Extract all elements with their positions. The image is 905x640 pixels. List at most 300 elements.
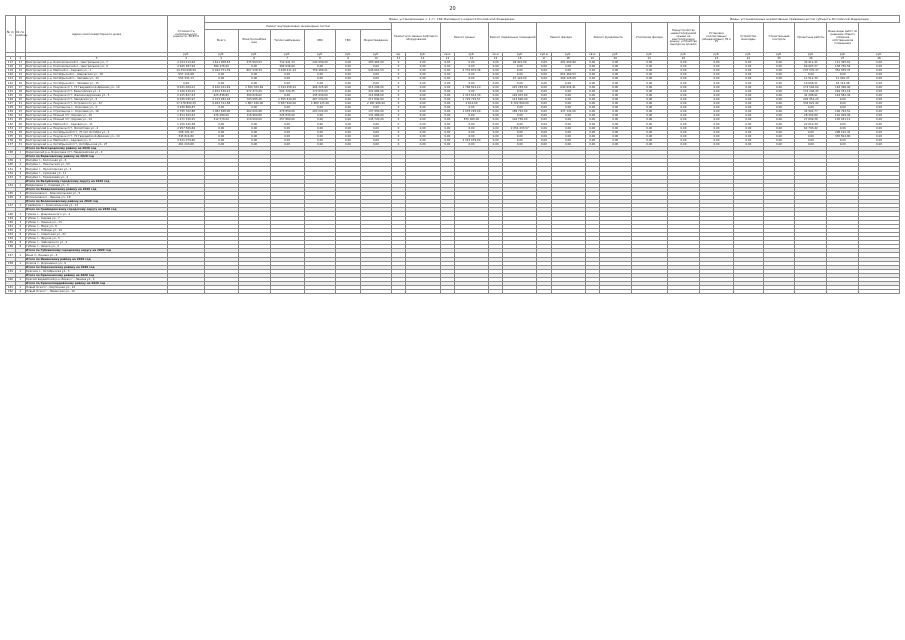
row-index-cell: 156: [6, 245, 16, 249]
value-cell: 0: [392, 73, 405, 77]
address-cell: Грайворон г., Комсомольская ул., 12: [25, 204, 168, 208]
address-cell: Белгородский р-н, Разумное пгт, Железнодорожная ул., 5: [25, 93, 168, 97]
address-cell: Белгородский р-н, Майский п., Садовая ул., 11: [25, 122, 168, 126]
value-cell: 0,00: [699, 118, 733, 122]
value-cell: 0,00: [440, 97, 454, 101]
column-number-cell: 1: [6, 57, 16, 61]
value-cell: 0,00: [631, 126, 667, 130]
value-cell: 0,00: [360, 77, 392, 81]
value-cell: 0,00: [488, 69, 502, 73]
value-cell: 0,00: [488, 97, 502, 101]
value-cell: 345 814,80: [168, 134, 204, 138]
value-cell: 0,00: [631, 85, 667, 89]
value-cell: 0,00: [405, 118, 440, 122]
value-cell: 712 441,73: [270, 61, 304, 65]
row-district-index-cell: 3: [15, 220, 25, 224]
value-cell: [454, 290, 488, 294]
row-index-cell: 141: [6, 167, 16, 171]
value-cell: 0,00: [763, 77, 795, 81]
value-cell: 0,00: [238, 77, 270, 81]
value-cell: 0,00: [405, 65, 440, 69]
value-cell: 0,00: [859, 130, 900, 134]
value-cell: 0,00: [440, 61, 454, 65]
value-cell: 0,00: [667, 138, 699, 142]
value-cell: 0,00: [585, 122, 599, 126]
value-cell: 1 723 282,18: [204, 97, 238, 101]
value-cell: 0,00: [336, 61, 360, 65]
row-district-index-cell: 2: [15, 216, 25, 220]
row-district-index-cell: 31: [15, 142, 25, 146]
value-cell: 0,00: [631, 106, 667, 110]
row-index-cell: 162: [6, 290, 16, 294]
value-cell: 0,00: [503, 142, 537, 146]
value-cell: 0,00: [551, 106, 585, 110]
value-cell: 0,00: [336, 122, 360, 126]
unit-cell: кв.м: [488, 53, 502, 57]
value-cell: [440, 290, 454, 294]
value-cell: 0,00: [763, 110, 795, 114]
value-cell: 0,00: [503, 122, 537, 126]
value-cell: 0,00: [440, 106, 454, 110]
value-cell: 2 454 536,21: [204, 89, 238, 93]
value-cell: 0,00: [488, 101, 502, 105]
value-cell: 208 191,41: [827, 130, 859, 134]
value-cell: 0,00: [667, 126, 699, 130]
value-cell: 0,00: [488, 122, 502, 126]
value-cell: 0,00: [405, 73, 440, 77]
value-cell: 0: [392, 126, 405, 130]
value-cell: [168, 290, 204, 294]
address-cell: Новый Оскол г., Ливенская ул., 10: [25, 290, 168, 294]
address-cell: Вейделевка п., Садовая ул., 3: [25, 183, 168, 187]
subtotal-label: Итого по Борисовскому району на 2020 год: [25, 155, 168, 159]
value-cell: 0,00: [585, 69, 599, 73]
column-number-cell: 19: [585, 57, 599, 61]
value-cell: 267 230,00: [304, 97, 336, 101]
unit-cell: кв.м: [585, 53, 599, 57]
value-cell: 0,00: [585, 77, 599, 81]
row-index-cell: 132: [6, 122, 16, 126]
value-cell: 0,00: [537, 138, 551, 142]
value-cell: 0,00: [551, 134, 585, 138]
value-cell: 0,00: [667, 114, 699, 118]
value-cell: 0,00: [440, 142, 454, 146]
value-cell: 0,00: [599, 118, 631, 122]
value-cell: 0,00: [795, 138, 827, 142]
value-cell: 0,00: [336, 130, 360, 134]
row-district-index-cell: 1: [15, 212, 25, 216]
row-district-index-cell: 16: [15, 81, 25, 85]
value-cell: 0,00: [667, 110, 699, 114]
table-row: [6, 290, 900, 294]
value-cell: 0: [392, 110, 405, 114]
value-cell: 0,00: [488, 61, 502, 65]
row-index-cell: 129: [6, 110, 16, 114]
value-cell: 0,00: [585, 110, 599, 114]
value-cell: 651 460,53: [551, 73, 585, 77]
unit-cell: руб.: [454, 53, 488, 57]
value-cell: 0,00: [336, 126, 360, 130]
value-cell: 9 264 741,58: [204, 101, 238, 105]
value-cell: 172 592,64: [795, 85, 827, 89]
row-district-index-cell: 1: [15, 286, 25, 290]
value-cell: [599, 290, 631, 294]
value-cell: 0,00: [763, 69, 795, 73]
value-cell: 0,00: [599, 114, 631, 118]
value-cell: [827, 290, 859, 294]
value-cell: 0,00: [405, 89, 440, 93]
column-number-cell: 11: [392, 57, 405, 61]
value-cell: 0,00: [336, 73, 360, 77]
value-cell: 0,00: [503, 69, 537, 73]
header-cell: Строительный контроль: [763, 23, 795, 53]
value-cell: 0,00: [667, 65, 699, 69]
value-cell: 0,00: [733, 130, 763, 134]
value-cell: 0,00: [599, 142, 631, 146]
value-cell: 0,00: [699, 85, 733, 89]
repair-cost-table: [5, 15, 900, 294]
value-cell: 0,00: [405, 114, 440, 118]
value-cell: [733, 290, 763, 294]
value-cell: 22 012,39: [795, 122, 827, 126]
value-cell: 437 141,00: [551, 110, 585, 114]
header-cell: ГВС: [336, 30, 360, 53]
value-cell: 0,00: [551, 126, 585, 130]
value-cell: 0,00: [336, 138, 360, 142]
value-cell: 0,00: [631, 142, 667, 146]
value-cell: 759 489,21: [304, 69, 336, 73]
value-cell: [795, 290, 827, 294]
value-cell: 0,00: [488, 142, 502, 146]
value-cell: 0,00: [440, 110, 454, 114]
value-cell: 0,00: [488, 114, 502, 118]
value-cell: 0,00: [454, 134, 488, 138]
value-cell: 0,00: [631, 110, 667, 114]
value-cell: 110 000,00: [238, 118, 270, 122]
value-cell: 0,00: [795, 106, 827, 110]
value-cell: 0,00: [585, 89, 599, 93]
value-cell: 0,00: [360, 138, 392, 142]
value-cell: 0,00: [537, 61, 551, 65]
row-district-index-cell: 14: [15, 73, 25, 77]
value-cell: 0,00: [488, 134, 502, 138]
value-cell: 189 710,00: [503, 110, 537, 114]
value-cell: 0,00: [168, 81, 204, 85]
value-cell: 1 078 225,00: [454, 110, 488, 114]
value-cell: 0,00: [859, 134, 900, 138]
value-cell: 0,00: [503, 73, 537, 77]
value-cell: 0,00: [599, 138, 631, 142]
address-cell: Белгородский р-н, Разумное пгт, Заводская ул., 4: [25, 97, 168, 101]
value-cell: 135 930,00: [304, 93, 336, 97]
value-cell: 0,00: [551, 65, 585, 69]
value-cell: 0,00: [440, 65, 454, 69]
subtotal-label: Итого по Белгородскому району на 2020 год: [25, 146, 168, 150]
value-cell: 129 907,00: [503, 93, 537, 97]
unit-cell: руб.: [733, 53, 763, 57]
value-cell: [699, 290, 733, 294]
header-group-right: Виды, установленные нормативным правовым актом субъекта Российской Федерации: [699, 16, 899, 23]
value-cell: 0,00: [667, 89, 699, 93]
value-cell: 0,00: [763, 93, 795, 97]
value-cell: 27 699,36: [795, 118, 827, 122]
value-cell: 0,00: [859, 69, 900, 73]
value-cell: 28 302,89: [795, 114, 827, 118]
value-cell: 0,00: [667, 130, 699, 134]
value-cell: 0,00: [405, 85, 440, 89]
value-cell: 1 807 240,00: [238, 101, 270, 105]
value-cell: 0,00: [405, 122, 440, 126]
row-district-index-cell: 15: [15, 77, 25, 81]
value-cell: 0,00: [763, 89, 795, 93]
value-cell: [304, 290, 336, 294]
value-cell: 0,00: [631, 89, 667, 93]
value-cell: 0,00: [667, 122, 699, 126]
value-cell: 0,00: [405, 106, 440, 110]
row-district-index-cell: 2: [15, 290, 25, 294]
row-index-cell: 157: [6, 253, 16, 257]
value-cell: 0,00: [336, 97, 360, 101]
row-index-cell: 122: [6, 81, 16, 85]
value-cell: 0,00: [304, 81, 336, 85]
value-cell: 0,00: [733, 142, 763, 146]
address-cell: Белгородский р-н, Октябрьский пгт, Октябрьская ул., 27: [25, 142, 168, 146]
value-cell: 915 296,00: [360, 85, 392, 89]
value-cell: 640 934,41: [551, 85, 585, 89]
column-number-cell: 18: [551, 57, 585, 61]
row-index-cell: 152: [6, 228, 16, 232]
value-cell: 0,00: [859, 118, 900, 122]
address-cell: Губкин г., Ленина ул., 13: [25, 220, 168, 224]
value-cell: [360, 290, 392, 294]
value-cell: 4 315 079,00: [454, 138, 488, 142]
subtotal-label: Итого по Волоконовскому району на 2020 год: [25, 200, 168, 204]
value-cell: 0,00: [488, 110, 502, 114]
value-cell: 0,00: [827, 97, 859, 101]
value-cell: 3 106 230,02: [168, 89, 204, 93]
value-cell: 0,00: [238, 138, 270, 142]
unit-cell: руб.: [827, 53, 859, 57]
value-cell: 0,00: [763, 73, 795, 77]
value-cell: 2 795 762,86: [168, 110, 204, 114]
value-cell: 0,00: [585, 114, 599, 118]
value-cell: [585, 290, 599, 294]
column-number-cell: 12: [405, 57, 440, 61]
value-cell: 1 814 163,44: [168, 114, 204, 118]
value-cell: 657 114,68: [168, 73, 204, 77]
value-cell: 0,00: [405, 130, 440, 134]
value-cell: 0,00: [336, 93, 360, 97]
value-cell: 0,00: [733, 65, 763, 69]
subtotal-label: Итого по Грайворонскому городскому округу на 2020 год: [25, 208, 168, 212]
value-cell: 2 225 827,23: [168, 93, 204, 97]
value-cell: 11 092,27: [827, 77, 859, 81]
value-cell: 0,00: [733, 93, 763, 97]
value-cell: 0,00: [599, 122, 631, 126]
value-cell: 0,00: [733, 106, 763, 110]
row-index-cell: 137: [6, 142, 16, 146]
value-cell: 0: [392, 101, 405, 105]
value-cell: 1 471 330,25: [168, 118, 204, 122]
address-cell: Белгородский р-н, Разумное пгт, Бельгийская ул., 2: [25, 89, 168, 93]
row-index-cell: 134: [6, 130, 16, 134]
value-cell: 375 563,93: [238, 61, 270, 65]
value-cell: 345 814,80: [827, 134, 859, 138]
row-district-index-cell: 17: [15, 85, 25, 89]
value-cell: 0,00: [304, 114, 336, 118]
value-cell: 225 283,00: [503, 85, 537, 89]
value-cell: 0,00: [270, 106, 304, 110]
header-cell: Иные виды работ по решению общего собрания собственников помещения: [827, 23, 859, 53]
row-index-cell: 130: [6, 114, 16, 118]
address-cell: Короча г., Дорошенко ул., 9: [25, 261, 168, 265]
value-cell: 431 682,00: [360, 89, 392, 93]
unit-cell: руб.: [699, 53, 733, 57]
value-cell: 0,00: [631, 69, 667, 73]
value-cell: 0,00: [537, 114, 551, 118]
row-index-cell: 154: [6, 237, 16, 241]
value-cell: 1 611 958,63: [204, 61, 238, 65]
row-index-cell: 143: [6, 175, 16, 179]
unit-cell: куб.м: [537, 53, 551, 57]
value-cell: 0,00: [270, 73, 304, 77]
value-cell: 0,00: [336, 110, 360, 114]
value-cell: 0,00: [631, 65, 667, 69]
value-cell: 0,00: [503, 89, 537, 93]
value-cell: 2 645 387,94: [168, 65, 204, 69]
value-cell: 0,00: [238, 65, 270, 69]
row-district-index-cell: 30: [15, 138, 25, 142]
value-cell: 0,00: [763, 101, 795, 105]
value-cell: 1 869 125,00: [304, 101, 336, 105]
value-cell: 0,00: [336, 77, 360, 81]
value-cell: 0,00: [599, 130, 631, 134]
row-district-index-cell: 28: [15, 130, 25, 134]
row-index-cell: 148: [6, 212, 16, 216]
value-cell: 0,00: [859, 122, 900, 126]
value-cell: [405, 290, 440, 294]
unit-cell: руб.: [168, 53, 204, 57]
row-district-index-cell: 12: [15, 65, 25, 69]
value-cell: 352 935,37: [827, 69, 859, 73]
value-cell: 0,00: [667, 134, 699, 138]
value-cell: 0,00: [763, 106, 795, 110]
header-cell: ХВС: [304, 30, 336, 53]
value-cell: 6 045 045,97: [168, 97, 204, 101]
value-cell: 0,00: [585, 101, 599, 105]
address-cell: Новый Оскол г., Кирпичная ул., 23: [25, 286, 168, 290]
row-district-index-cell: 1: [15, 159, 25, 163]
value-cell: 0,00: [733, 122, 763, 126]
row-index-cell: 117: [6, 61, 16, 65]
row-district-index-cell: 29: [15, 134, 25, 138]
unit-cell: ед.: [392, 53, 405, 57]
value-cell: 0,00: [454, 122, 488, 126]
value-cell: 390 616,62: [238, 93, 270, 97]
value-cell: 0,00: [360, 122, 392, 126]
row-district-index-cell: 3: [15, 167, 25, 171]
value-cell: 11 511,30: [795, 77, 827, 81]
value-cell: 0,00: [631, 138, 667, 142]
value-cell: 131 486,00: [360, 114, 392, 118]
page-number: 20: [449, 6, 456, 12]
value-cell: 0,00: [204, 134, 238, 138]
value-cell: 469 145,09: [551, 77, 585, 81]
value-cell: 0,00: [733, 118, 763, 122]
value-cell: 0,00: [585, 126, 599, 130]
value-cell: 0,00: [859, 65, 900, 69]
value-cell: 1 729 724,57: [454, 97, 488, 101]
row-district-index-cell: 26: [15, 122, 25, 126]
row-district-index-cell: 1: [15, 261, 25, 265]
value-cell: [392, 290, 405, 294]
value-cell: 0,00: [859, 101, 900, 105]
row-district-index-cell: 19: [15, 93, 25, 97]
value-cell: 262 604,98: [238, 110, 270, 114]
value-cell: 0,00: [827, 138, 859, 142]
value-cell: 0,00: [667, 142, 699, 146]
value-cell: 0,00: [631, 73, 667, 77]
header-cell: Водоотведение: [360, 30, 392, 53]
row-index-cell: 133: [6, 126, 16, 130]
subtotal-label: Итого по Корочанскому району на 2020 год: [25, 265, 168, 269]
value-cell: 0,00: [454, 106, 488, 110]
value-cell: 0,00: [733, 97, 763, 101]
row-district-index-cell: 1: [15, 151, 25, 155]
column-number-cell: 6: [238, 57, 270, 61]
value-cell: 0,00: [304, 134, 336, 138]
value-cell: 0: [392, 118, 405, 122]
value-cell: 0,00: [631, 77, 667, 81]
column-number-cell: 16: [503, 57, 537, 61]
row-district-index-cell: 7: [15, 237, 25, 241]
row-district-index-cell: 8: [15, 241, 25, 245]
row-district-index-cell: 22: [15, 106, 25, 110]
value-cell: 0,00: [238, 134, 270, 138]
value-cell: 202 951,24: [795, 97, 827, 101]
value-cell: 0,00: [631, 97, 667, 101]
value-cell: 0,00: [336, 69, 360, 73]
value-cell: 0,00: [204, 138, 238, 142]
value-cell: 0,00: [551, 69, 585, 73]
value-cell: 552 331,13: [168, 77, 204, 81]
column-number-cell: 23: [699, 57, 733, 61]
value-cell: 0,00: [551, 122, 585, 126]
value-cell: 0,00: [631, 130, 667, 134]
value-cell: 0,00: [405, 97, 440, 101]
value-cell: 0,00: [859, 97, 900, 101]
value-cell: 807 238,34: [238, 69, 270, 73]
value-cell: 0,00: [537, 134, 551, 138]
address-cell: Красное с., Октябрьская ул., 3: [25, 269, 168, 273]
value-cell: 0,00: [859, 138, 900, 142]
value-cell: 0,00: [763, 122, 795, 126]
header-cell: Адрес многоквартирного дома: [25, 16, 168, 53]
row-index-cell: 124: [6, 89, 16, 93]
value-cell: 0,00: [440, 73, 454, 77]
address-cell: Валуйки г., Колхозная ул., 6: [25, 159, 168, 163]
value-cell: [503, 290, 537, 294]
value-cell: 0,00: [503, 114, 537, 118]
address-cell: Губкин г., Мира ул., 8: [25, 224, 168, 228]
row-index-cell: 125: [6, 93, 16, 97]
value-cell: 0,00: [585, 97, 599, 101]
value-cell: 0: [392, 138, 405, 142]
value-cell: 118 969,80: [238, 114, 270, 118]
value-cell: 0,00: [631, 101, 667, 105]
address-cell: Белгородский р-н, Разумное пгт, 70 Гвардейской Дивизии ул., 10: [25, 85, 168, 89]
row-index-cell: 126: [6, 97, 16, 101]
